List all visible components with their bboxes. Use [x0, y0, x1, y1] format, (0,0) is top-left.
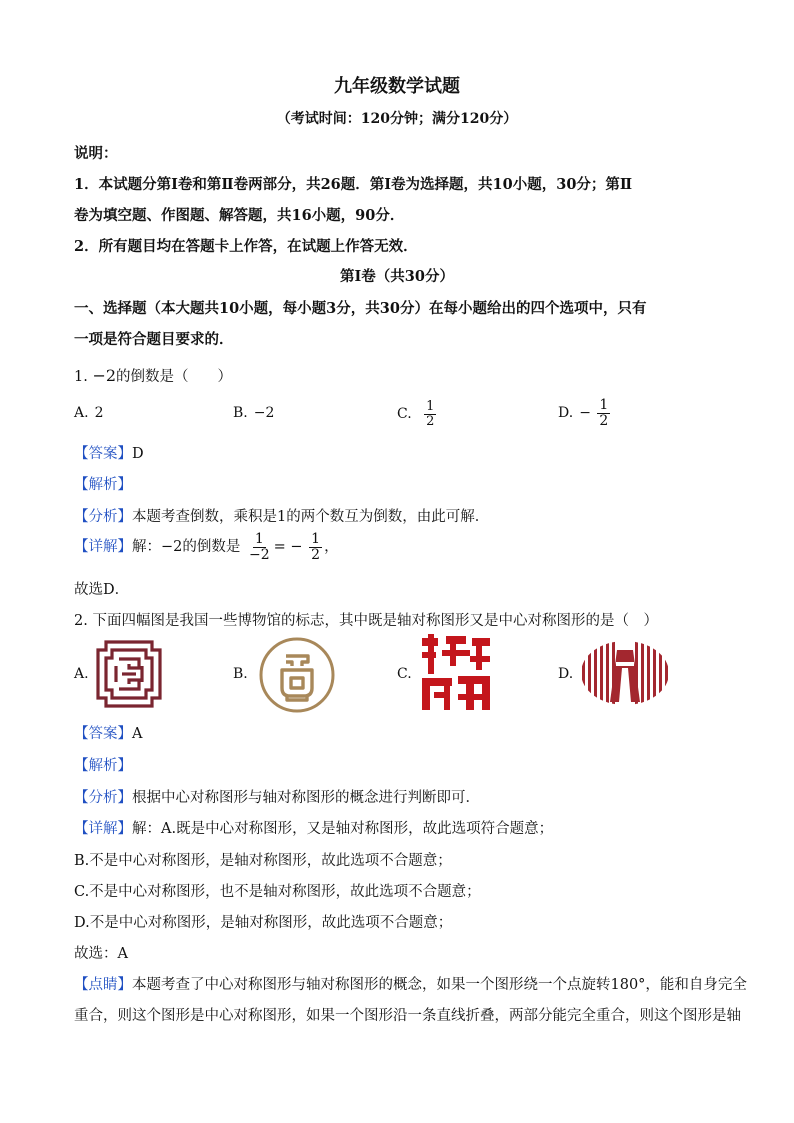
q1-frac-1: $\frac{1}{-2}$ [248, 531, 270, 563]
q2-fenxi: 【分析】根据中心对称图形与轴对称图形的概念进行判断即可． [74, 790, 480, 806]
q1-conclusion: 故选D． [74, 582, 130, 598]
museum-logo-a-image [92, 636, 166, 712]
q1-math: −2 [92, 366, 117, 385]
note-1-line-2: 卷为填空题、作图题、解答题，共16小题，90分． [74, 207, 405, 224]
q1-fenxi: 【分析】本题考查倒数，乘积是1的两个数互为倒数，由此可解． [74, 509, 490, 525]
museum-logo-d-image [580, 640, 670, 706]
q2-xiangjie: 【详解】解：A.既是中心对称图形，又是轴对称图形，故此选项符合题意； [74, 821, 554, 837]
exam-info: （考试时间：120分钟；满分120分） [276, 111, 518, 127]
q1-option-d-fraction: $\frac{1}{2}$ [599, 397, 609, 429]
q2-option-b-explain: B.不是中心对称图形，是轴对称图形，故此选项不合题意； [74, 853, 452, 869]
q1-analysis-tag: 【解析】 [74, 477, 132, 493]
q2-answer: 【答案】A [74, 726, 143, 742]
q2-stem: 2. 下面四幅图是我国一些博物馆的标志，其中既是轴对称图形又是中心对称图形的是（ ） [74, 613, 658, 629]
q1-option-c: C. $\frac{1}{2}$ [397, 399, 435, 429]
museum-logo-b-image [258, 636, 336, 714]
q1-option-b: B. −2 [233, 405, 275, 421]
q2-label-b: B. [233, 666, 248, 682]
note-1-line-1: 1．本试题分第Ⅰ卷和第Ⅱ卷两部分，共26题．第Ⅰ卷为选择题，共10小题，30分；第Ⅱ [74, 176, 633, 193]
section-title: 第Ⅰ卷（共30分） [340, 268, 454, 285]
q1-xiangjie: 【详解】解：−2的倒数是 $\frac{1}{-2}$ = − $\frac{1}{2}$ ， [74, 531, 339, 563]
q2-option-d-explain: D.不是中心对称图形，是轴对称图形，故此选项不合题意； [74, 915, 453, 931]
q1-frac-2: $\frac{1}{2}$ [311, 531, 321, 563]
q1-option-a: A. 2 [74, 405, 104, 421]
note-2: 2．所有题目均在答题卡上作答，在试题上作答无效． [74, 238, 418, 255]
q2-option-c-explain: C.不是中心对称图形，也不是轴对称图形，故此选项不合题意； [74, 884, 481, 900]
q2-analysis-tag: 【解析】 [74, 758, 132, 774]
q2-dianjing-line-2: 重合，则这个图形是中心对称图形，如果一个图形沿一条直线折叠，两部分能完全重合，则这个图形是轴 [74, 1008, 741, 1024]
q2-label-a: A. [74, 666, 89, 682]
museum-logo-c-image [420, 634, 492, 712]
q1-option-c-fraction: $\frac{1}{2}$ [426, 399, 435, 429]
q1-stem-text: 的倒数是（ ） [116, 369, 233, 385]
q1-stem [74, 365, 232, 386]
q2-label-d: D. [558, 666, 574, 682]
q2-label-c: C. [397, 666, 412, 682]
part1-line-2: 一项是符合题目要求的． [74, 331, 234, 348]
q1-option-d: D. − $\frac{1}{2}$ [558, 397, 609, 429]
notes-heading: 说明： [74, 145, 118, 162]
q2-conclusion: 故选：A [74, 946, 128, 962]
q1-number: 1. [74, 369, 88, 385]
q2-dianjing-line-1: 【点睛】本题考查了中心对称图形与轴对称图形的概念，如果一个图形绕一个点旋转180°，能和自身完全 [74, 977, 747, 993]
part1-line-1: 一、选择题（本大题共10小题，每小题3分，共30分）在每小题给出的四个选项中，只有 [74, 300, 647, 317]
q1-answer: 【答案】D [74, 446, 144, 462]
page-title: 九年级数学试题 [334, 76, 460, 97]
